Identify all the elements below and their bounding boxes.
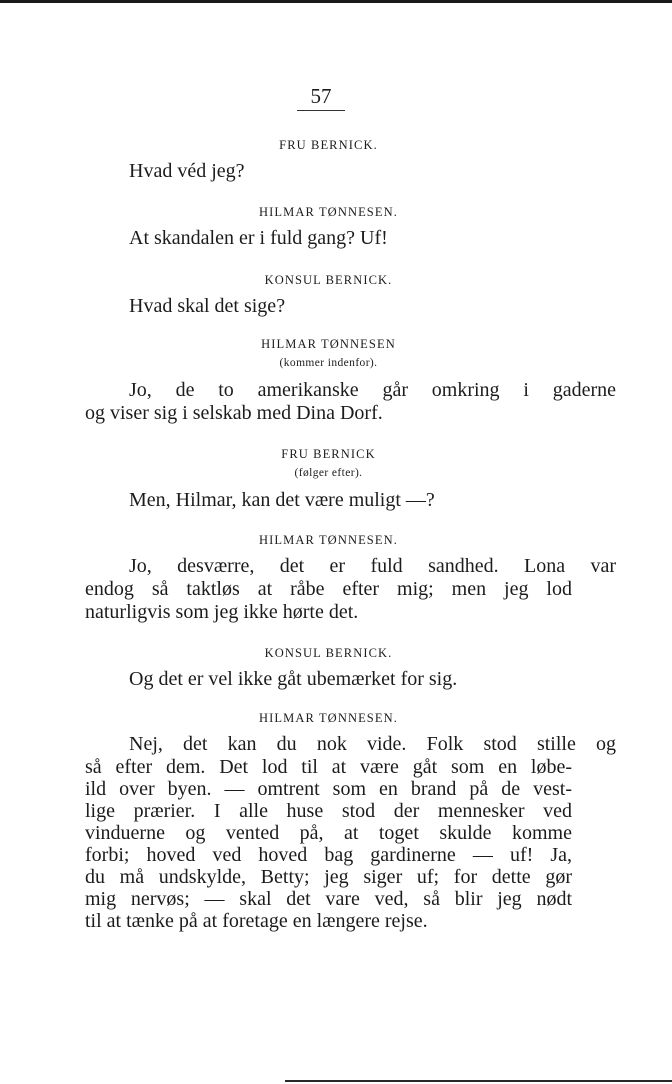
top-edge-rule bbox=[0, 0, 672, 3]
dialogue-line: til at tænke på at foretage en længere rejse. bbox=[85, 910, 428, 932]
dialogue-line: Og det er vel ikke gåt ubemærket for sig. bbox=[129, 668, 458, 690]
dialogue-line: naturligvis som jeg ikke hørte det. bbox=[85, 601, 359, 623]
speaker-name: HILMAR TØNNESEN. bbox=[259, 205, 398, 219]
dialogue-line: lige prærier. I alle huse stod der mennesker ved bbox=[85, 800, 572, 822]
bottom-edge-rule bbox=[285, 1080, 672, 1082]
dialogue-line: Hvad skal det sige? bbox=[129, 295, 286, 317]
speaker-name: KONSUL BERNICK. bbox=[264, 273, 393, 287]
dialogue-line: Men, Hilmar, kan det være muligt —? bbox=[129, 489, 435, 511]
dialogue-line: og viser sig i selskab med Dina Dorf. bbox=[85, 402, 383, 424]
dialogue-line: du må undskylde, Betty; jeg siger uf; for dette gør bbox=[85, 866, 572, 888]
speaker-name: HILMAR TØNNESEN. bbox=[259, 711, 398, 725]
speaker-name: KONSUL BERNICK. bbox=[264, 646, 393, 660]
speaker-name: FRU BERNICK. bbox=[279, 138, 378, 152]
stage-direction: (følger efter). bbox=[294, 467, 363, 479]
dialogue-line: endog så taktløs at råbe efter mig; men jeg lod bbox=[85, 578, 572, 600]
dialogue-line: Hvad véd jeg? bbox=[129, 160, 245, 182]
dialogue-line: så efter dem. Det lod til at være gåt som en løbe- bbox=[85, 756, 572, 778]
dialogue-line: At skandalen er i fuld gang? Uf! bbox=[129, 227, 388, 249]
dialogue-line: forbi; hoved ved hoved bag gardinerne — uf! Ja, bbox=[85, 844, 572, 866]
page-number-underline bbox=[297, 110, 345, 111]
dialogue-line: vinduerne og vented på, at toget skulde komme bbox=[85, 822, 572, 844]
speaker-name: FRU BERNICK bbox=[281, 447, 376, 461]
stage-direction: (kommer indenfor). bbox=[279, 357, 378, 369]
speaker-name: HILMAR TØNNESEN bbox=[261, 337, 396, 351]
dialogue-line: Nej, det kan du nok vide. Folk stod stille og bbox=[129, 733, 616, 755]
page-number: 57 bbox=[310, 84, 332, 108]
dialogue-line: Jo, de to amerikanske går omkring i gaderne bbox=[129, 379, 616, 401]
dialogue-line: mig nervøs; — skal det vare ved, så blir jeg nødt bbox=[85, 888, 572, 910]
dialogue-line: Jo, desværre, det er fuld sandhed. Lona var bbox=[129, 555, 616, 577]
dialogue-line: ild over byen. — omtrent som en brand på de vest- bbox=[85, 778, 572, 800]
speaker-name: HILMAR TØNNESEN. bbox=[259, 533, 398, 547]
